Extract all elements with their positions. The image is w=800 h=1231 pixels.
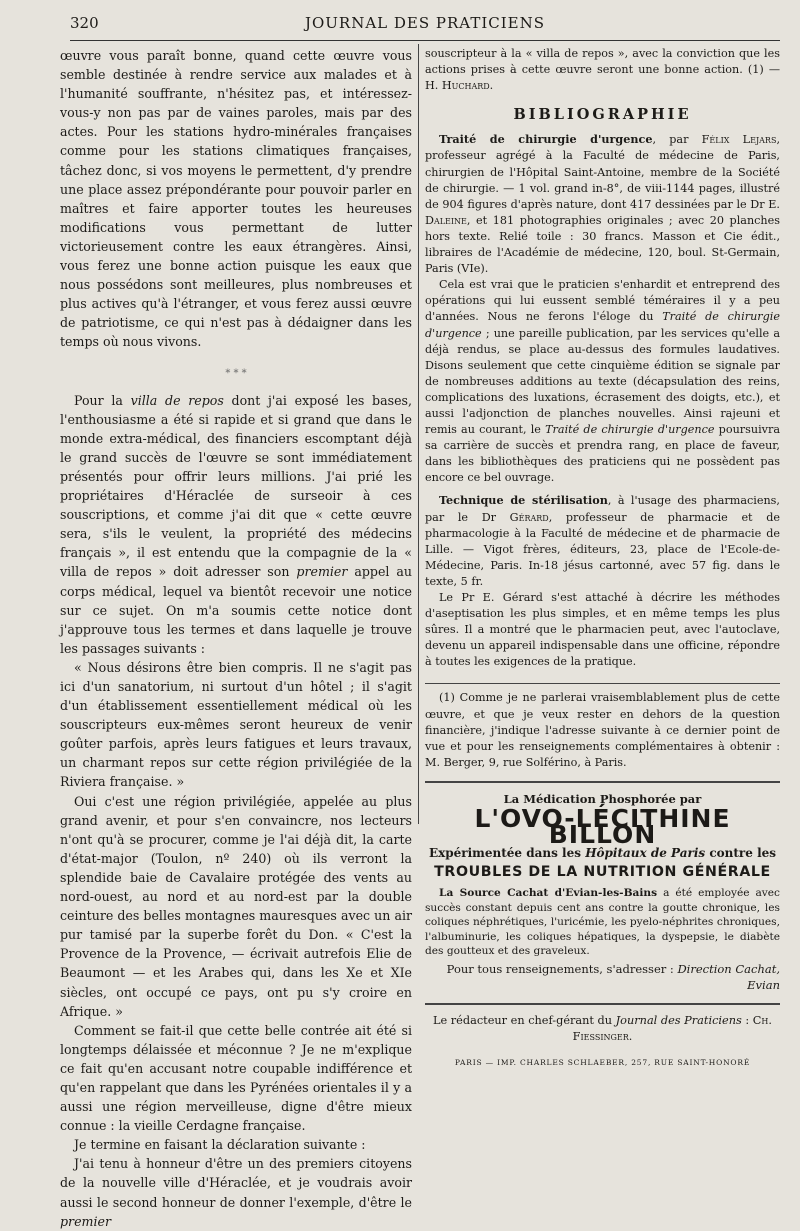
ad-body-lead: La Source Cachat d'Evian-les-Bains [439,887,658,900]
review1-title-2: Traité de chirurgie d'urgence [545,423,715,437]
bib-ref-2 [425,492,780,590]
p2-premier: premier [296,564,348,580]
paragraph-6: Je termine en faisant la déclaration suivante : [74,1137,366,1153]
ref1-text-c: , et 181 photographies originales ; avec 20 planches hors texte. Relié toile : 30 francs. Masson et Cie édit., libraires de l'Académie de médecine, 120, boul. St-Germain, Paris (VIe). [425,213,780,276]
ad-caps-heading: TROUBLES DE LA NUTRITION GÉNÉRALE [434,864,771,881]
advertisement [425,791,780,880]
header-rule [70,40,780,41]
paragraph-1: œuvre vous paraît bonne, quand cette œuvre vous semble destinée à rendre service aux malades et à l'humanité souffrante, n'hésitez pas, et intéressez-vous-y non pas par de vaines paroles, mais par des actes. Pour les stations hydro-minérales françaises comme pour les stations climatiques françaises, tâchez donc, si vos moyens le permettent, d'y prendre une place assez prépondérante pour pouvoir parler en maîtres et faire apporter toutes les heureuses modifications vous permettant de lutter victorieusement contre les eaux étrangères. Ainsi, vous ferez une bonne action puisque les eaux que nous possédons sont meilleures, plus nombreuses et plus actives qu'à l'étranger, et vous ferez aussi œuvre de patriotisme, ce qui n'est pas à dédaigner dans les temps où nous vivons. [60,48,412,350]
ref2-text-a: , à l'usage des pharmaciens, par le Dr [425,494,780,524]
ad-tagline [425,845,780,861]
continuation-text [425,46,780,94]
review1-title: Traité de chirurgie d'urgence [425,310,780,340]
ad-contact-b: Direction Cachat, Evian [677,961,780,992]
ad-line-italic: Hôpitaux de Paris [585,846,706,861]
page-number: 320 [70,14,99,32]
ad-brand: L'OVO-LÉCITHINE BILLON [474,804,731,850]
paragraph-3: « Nous désirons être bien compris. Il ne s'agit pas ici d'un sanatorium, ni surtout d'un hôtel ; il s'agit d'un établissement essentiellement médical où les souscripteurs eux-mêmes seront heureux de venir goûter parfois, après leurs fatigues et leurs travaux, un charmant repos sur cette région privilégiée de la Riviera française. » [60,659,412,790]
footnote-rule [425,683,780,684]
footnote: (1) Comme je ne parlerai vraisemblablement plus de cette œuvre, et que je veux rester en dehors de la question financière, j'indique l'adresse suivante à ce dernier point de vue et pour les renseignements complémentaires à obtenir : M. Berger, 9, rue Solférino, à Paris. [425,691,780,769]
paragraph-4: Oui c'est une région privilégiée, appelée au plus grand avenir, et pour s'en convaincre, nos lecteurs n'ont qu'à se procurer, comme je l'ai déjà dit, la carte d'état-major (Toulon, nº 240) où ils verront la splendide baie de Cavalaire protégée des vents au nord-ouest, au nord et au nord-est par la double ceinture des belles montagnes mauresques avec un air pur tamisé par la superbe forêt du Don. « C'est la Provence de la Provence, — écrivait autrefois Elie de Beaumont — et les Arabes qui, dans les Xe et XIe siècles, ont occupé ce pays, ont pu s'y croire en Afrique. » [60,793,412,1019]
ref2-text-b: , professeur de pharmacie et de pharmacologie à la Faculté de médecine et de pharmacie de Lille. — Vigot frères, éditeurs, 23, place de l'Ecole-de-Médecine, Paris. In-18 jésus cartonné, avec 57 fig. dans le texte, 5 fr. [425,510,780,588]
review1-b: ; une pareille publication, par les services qu'elle a déjà rendus, se place au-dessus des formules laudatives. Disons seulement que cette cinquième édition se signale par de nombreuses additions au texte (décapsulation des reins, complications des luxations, écrasement des doigts, etc.), et aussi l'adjonction de planches nouvelles. Ainsi rajeuni et remis au courant, le [425,326,780,437]
ad-top-rule [425,781,780,783]
ref1-text-b: , professeur agrégé à la Faculté de médecine de Paris, chirurgien de l'Hôpital Saint-Antoine, membre de la Société de chirurgie. — 1 vol. grand in-8°, de viii-1144 pages, illustré de 904 figures d'après nature, dont 417 dessinées par le Dr [425,133,780,211]
bib-ref-1 [425,131,780,277]
editor-a: Le rédacteur en chef-gérant du [433,1014,616,1028]
ref1-author: Félix Lejars [701,133,777,147]
ad-line-a: Expérimentée dans les [428,846,586,861]
paragraph-7 [60,1154,412,1230]
ref1-title: Traité de chirurgie d'urgence [439,132,653,147]
paragraph-2 [60,391,412,658]
column-divider [418,44,419,824]
p2-text-c: appel au corps médical, lequel va bientôt recevoir une notice sur ce sujet. On m'a soumis cette notice dont j'approuve tous les termes et dans laquelle je trouve les passages suivants : [60,564,412,656]
signature: — H. Huchard. [425,63,780,93]
journal-title: JOURNAL DES PRATICIENS [304,14,546,32]
running-header [70,14,780,36]
ref1-text-a: , par [652,133,702,147]
p2-text-b: dont j'ai exposé les bases, l'enthousiasme a été si rapide et si grand que dans le monde extra-médical, des financiers escomptant déjà le grand succès de l'œuvre se sont immédiatement présentés pour offrir leurs millions. J'ai prié les propriétaires d'Héraclée de surseoir à ces souscriptions, et comme j'ai dit que « cette œuvre sera, s'ils le veulent, la propriété des médecins français », il est entendu que la compagnie de la « villa de repos » doit adresser son [60,392,413,580]
review1-a: Cela est vrai que le praticien s'enhardit et entreprend des opérations qui lui eussent semblé téméraires il y a peu d'années. Nous ne ferons l'éloge du [425,278,780,324]
p2-villa: villa de repos [130,392,224,408]
left-column [60,46,412,1231]
bib-review-1 [425,277,780,486]
p7-text-a: J'ai tenu à honneur d'être un des premiers citoyens de la nouvelle ville d'Héraclée, et je voudrais avoir aussi le second honneur de donner l'exemple, d'être le [60,1156,412,1210]
right-column [425,46,780,1071]
p7-premier: premier [60,1213,111,1229]
ad-kicker: La Médication Phosphorée par [503,791,702,806]
ad-contact-a: Pour tous renseignements, s'adresser : [446,961,678,976]
printer-line: PARIS — IMP. CHARLES SCHLAEBER, 257, RUE SAINT-HONORÉ [454,1058,751,1068]
ad-body [425,886,780,959]
p2-text-a: Pour la [74,392,131,408]
editor-b: : Ch. Fiessinger. [572,1014,772,1044]
ref2-author: Gérard [509,510,549,524]
section-stars: * * * [225,367,247,379]
ad-line-b: contre les [705,846,777,861]
ref2-title: Technique de stérilisation [439,493,608,508]
ad-contact [425,961,780,993]
ref1-illustrator: E. Daleine [425,197,780,227]
bibliography-heading: BIBLIOGRAPHIE [513,106,692,124]
ad-bottom-rule [425,1003,780,1005]
editor-journal: Journal des Praticiens [615,1014,742,1028]
continuation-body: souscripteur à la « villa de repos », avec la conviction que les actions prises à cette œuvre seront une bonne action. (1) [425,47,780,77]
ad-body-text: a été employée avec succès constant depuis cent ans contre la goutte chronique, les coliques néphrétiques, l'uricémie, les pyelo-néphrites chroniques, l'albuminurie, les coliques hépatiques, la dyspepsie, le diabète des goutteux et des graveleux. [425,887,780,958]
editor-line [425,1013,780,1045]
bib-review-2: Le Pr E. Gérard s'est attaché à décrire les méthodes d'aseptisation les plus simples, et en même temps les plus sûres. Il a montré que le pharmacien peut, avec l'autoclave, devenu un appareil indispensable dans une officine, répondre à toutes les exigences de la pratique. [425,591,780,669]
paragraph-5: Comment se fait-il que cette belle contrée ait été si longtemps délaissée et méconnue ? Je ne m'explique ce fait qu'en accusant notre coupable indifférence et qu'en rappelant que dans les Pyrénées orientales il y a aussi une région merveilleuse, digne d'être mieux connue : la vieille Cerdagne française. [60,1022,412,1134]
review1-c: poursuivra sa carrière de succès et prendra rang, en place de faveur, dans les bibliothèques des praticiens qui ne possèdent pas encore ce bel ouvrage. [425,423,780,485]
